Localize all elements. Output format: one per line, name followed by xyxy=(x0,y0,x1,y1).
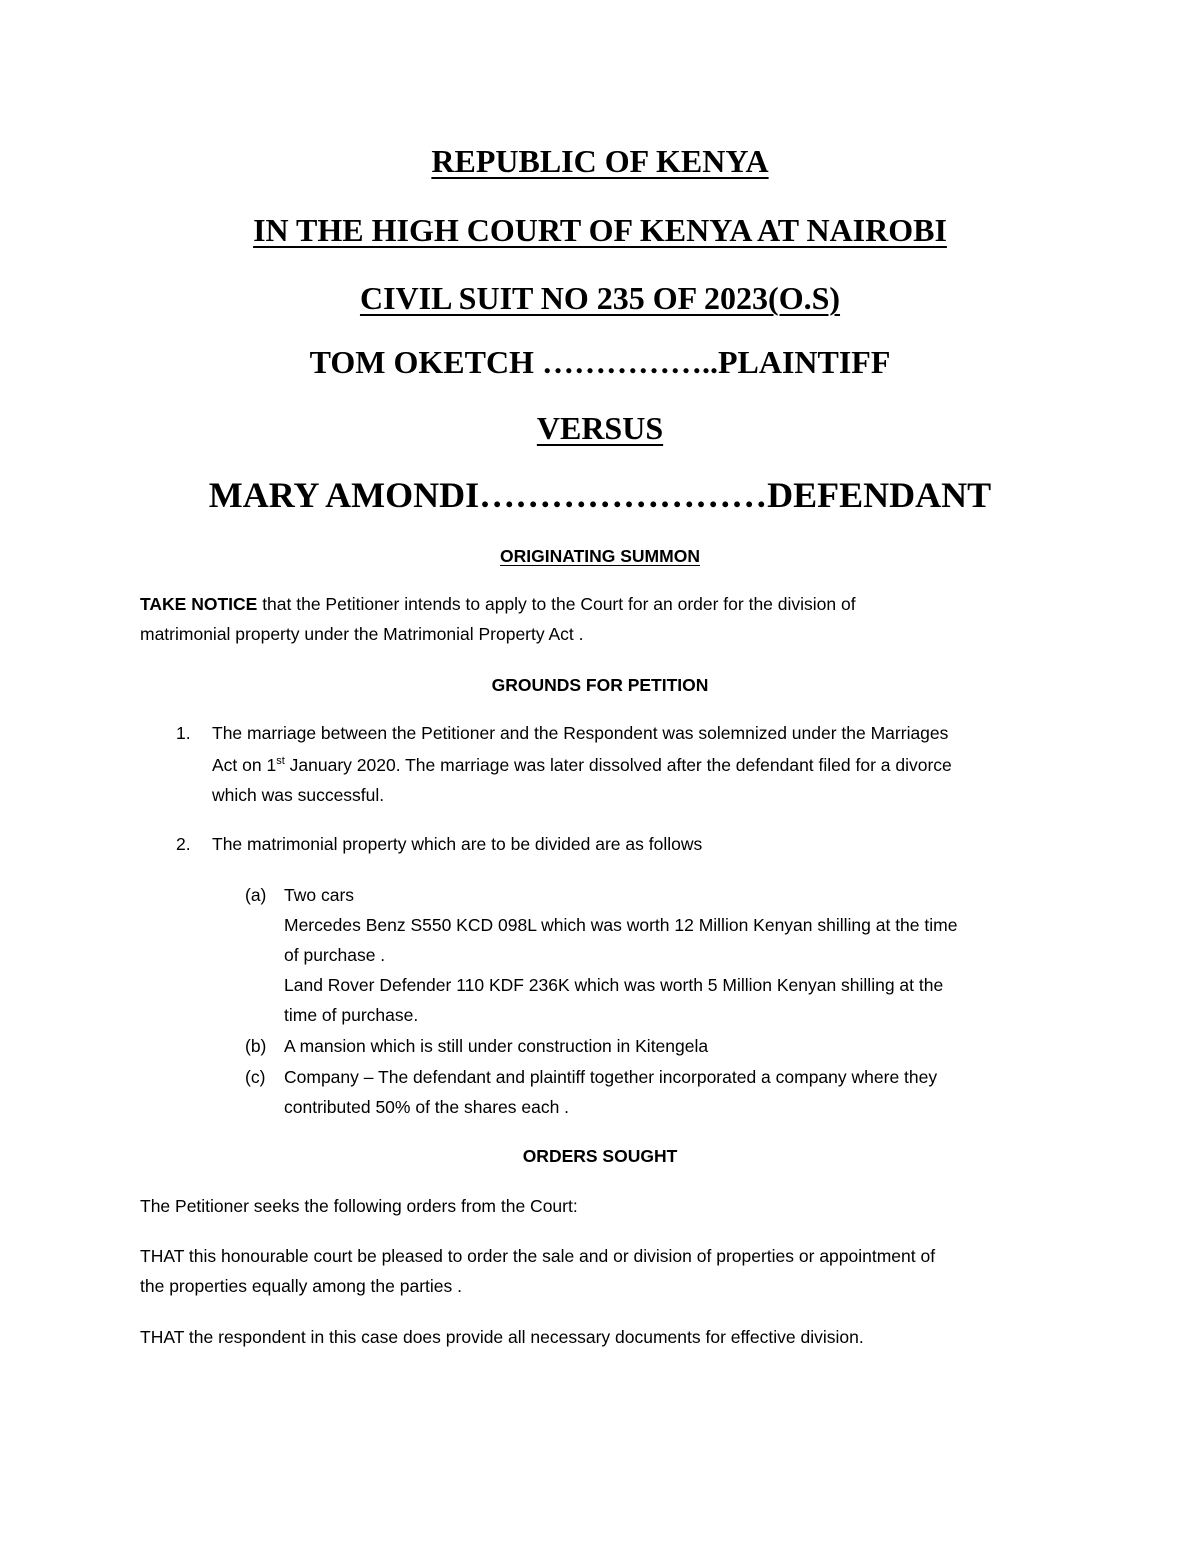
sub-label-c: (c) xyxy=(245,1067,266,1087)
orders-heading: ORDERS SOUGHT xyxy=(522,1146,678,1166)
notice-text: that the Petitioner intends to apply to the Court for an order for the division of xyxy=(257,594,856,614)
sub-label-b: (b) xyxy=(245,1036,267,1056)
orders-intro: The Petitioner seeks the following orders from the Court: xyxy=(140,1196,578,1216)
sub-c-line1: Company – The defendant and plaintiff together incorporated a company where they xyxy=(284,1067,938,1087)
sub-label-a: (a) xyxy=(245,885,267,905)
plaintiff-line: TOM OKETCH ……………..PLAINTIFF xyxy=(309,344,891,380)
republic-heading: REPUBLIC OF KENYA xyxy=(431,143,769,179)
list-number-1: 1. xyxy=(176,723,191,743)
order-1-line2: the properties equally among the parties . xyxy=(140,1276,462,1296)
notice-paragraph-line2: matrimonial property under the Matrimonial Property Act . xyxy=(140,624,584,644)
ground-1-date-suffix: January 2020. The marriage was later dissolved after the defendant filed for a divorce xyxy=(284,755,952,775)
order-1-line1: THAT this honourable court be pleased to order the sale and or division of properties or appointment of xyxy=(140,1246,936,1266)
ground-1-date-prefix: Act on 1 xyxy=(212,755,277,775)
sub-a-line4: Land Rover Defender 110 KDF 236K which was worth 5 Million Kenyan shilling at the xyxy=(284,975,944,995)
sub-a-line3: of purchase . xyxy=(284,945,386,965)
summon-heading: ORIGINATING SUMMON xyxy=(500,546,700,566)
suit-number: CIVIL SUIT NO 235 OF 2023(O.S) xyxy=(359,280,841,316)
sub-a-line1: Two cars xyxy=(284,885,355,905)
sub-a-line2: Mercedes Benz S550 KCD 098L which was worth 12 Million Kenyan shilling at the time xyxy=(284,915,958,935)
ground-1-line1: The marriage between the Petitioner and the Respondent was solemnized under the Marriages xyxy=(212,723,949,743)
sub-a-line5: time of purchase. xyxy=(284,1005,419,1025)
ground-1-line2 xyxy=(212,750,952,780)
sub-b-line1: A mansion which is still under construction in Kitengela xyxy=(284,1036,709,1056)
defendant-line: MARY AMONDI……………………DEFENDANT xyxy=(208,475,992,515)
versus-heading: VERSUS xyxy=(536,410,664,446)
take-notice-label: TAKE NOTICE xyxy=(140,594,258,614)
ground-1-line3: which was successful. xyxy=(212,785,385,805)
list-number-2: 2. xyxy=(176,834,191,854)
sub-c-line2: contributed 50% of the shares each . xyxy=(284,1097,570,1117)
ordinal-suffix: st xyxy=(276,755,285,767)
court-heading: IN THE HIGH COURT OF KENYA AT NAIROBI xyxy=(253,212,947,248)
notice-paragraph-line1 xyxy=(140,589,856,619)
order-2: THAT the respondent in this case does provide all necessary documents for effective division. xyxy=(140,1327,864,1347)
ground-2-line1: The matrimonial property which are to be divided are as follows xyxy=(212,834,703,854)
grounds-heading: GROUNDS FOR PETITION xyxy=(491,675,709,695)
